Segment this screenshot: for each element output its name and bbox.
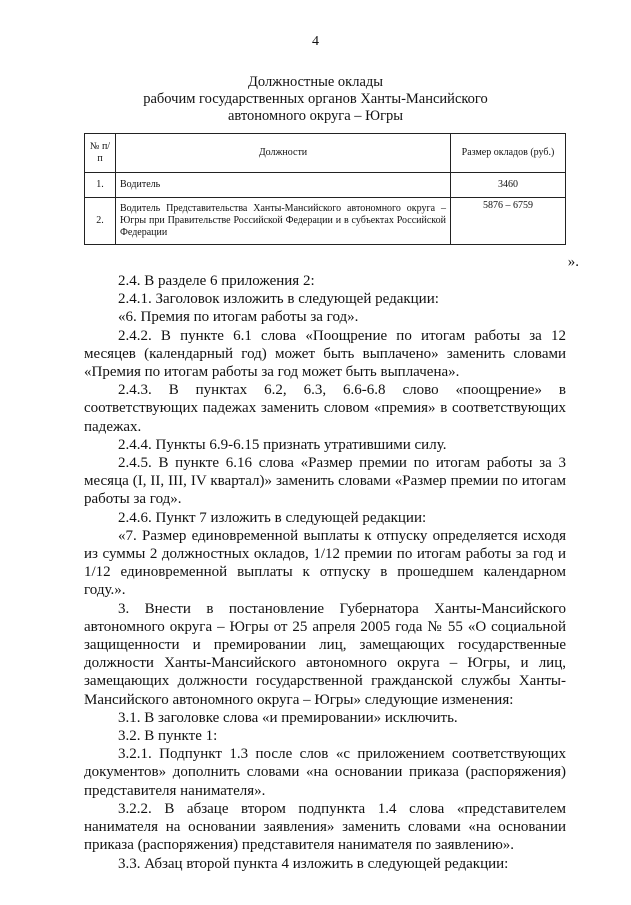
row-position: Водитель xyxy=(116,173,451,198)
header-position: Должности xyxy=(116,134,451,173)
salary-table-title xyxy=(0,74,631,125)
table-row xyxy=(85,173,566,198)
paragraph: 3.1. В заголовке слова «и премировании» исключить. xyxy=(118,709,458,726)
title-line-1: Должностные оклады xyxy=(248,74,383,90)
salary-table xyxy=(84,133,566,245)
row-position: Водитель Представительства Ханты-Мансийского автономного округа – Югры при Правительстве Российской Федерации и в субъектах Российской Федерации xyxy=(116,198,451,245)
paragraph: «7. Размер единовременной выплаты к отпуску определяется исходя из суммы 2 должностных окладов, 1/12 премии по итогам работы за год и 1/12 единовременной выплаты к отпуску в прошедшем календарном году.». xyxy=(84,527,566,599)
paragraph: 3. Внести в постановление Губернатора Ханты-Мансийского автономного округа – Югры от 25 апреля 2005 года № 55 «О социальной защищенности и премировании лиц, замещающих государственные должности Ханты-Мансийского автономного округа – Югры, и лиц, замещающих должности государственной гражданской службы Ханты-Мансийского автономного округа – Югры» следующие изменения: xyxy=(84,600,566,708)
paragraph: 2.4.4. Пункты 6.9-6.15 признать утратившими силу. xyxy=(118,436,447,453)
paragraph: 2.4.6. Пункт 7 изложить в следующей редакции: xyxy=(118,509,427,526)
header-num: № п/п xyxy=(85,134,116,173)
paragraph: 2.4.5. В пункте 6.16 слова «Размер премии по итогам работы за 3 месяца (I, II, III, IV квартал)» заменить словами «Размер премии по итогам работы за год». xyxy=(84,455,566,508)
paragraph: 3.2. В пункте 1: xyxy=(118,728,218,745)
row-salary: 3460 xyxy=(451,173,566,198)
row-salary: 5876 – 6759 xyxy=(451,198,566,245)
title-line-3: автономного округа – Югры xyxy=(227,108,404,124)
paragraph: 3.3. Абзац второй пункта 4 изложить в следующей редакции: xyxy=(118,855,509,872)
table-row xyxy=(85,198,566,245)
title-line-2: рабочим государственных органов Ханты-Мансийского xyxy=(143,91,488,107)
closing-quote: ». xyxy=(567,254,579,270)
paragraph: 2.4. В разделе 6 приложения 2: xyxy=(118,273,315,289)
paragraph: 2.4.2. В пункте 6.1 слова «Поощрение по итогам работы за 12 месяцев (календарный год) может быть выплачено» заменить словами «Премия по итогам работы за год может быть выплачена». xyxy=(84,327,566,381)
paragraph: 2.4.1. Заголовок изложить в следующей редакции: xyxy=(118,291,439,308)
row-num: 1. xyxy=(85,173,116,198)
row-num: 2. xyxy=(85,198,116,245)
paragraph: 3.2.1. Подпункт 1.3 после слов «с приложением соответствующих документов» дополнить словами «на основании приказа (распоряжения) представителя нанимателя». xyxy=(84,746,566,799)
table-header-row xyxy=(85,134,566,173)
paragraph: «6. Премия по итогам работы за год». xyxy=(118,309,359,326)
header-salary: Размер окладов (руб.) xyxy=(451,134,566,173)
document-body xyxy=(84,272,566,873)
page-number: 4 xyxy=(312,34,319,49)
paragraph: 3.2.2. В абзаце втором подпункта 1.4 слова «представителем нанимателя на основании заявления» заменить словами «на основании приказа (распоряжения) представителя нанимателя по заявлению». xyxy=(84,800,566,854)
paragraph: 2.4.3. В пунктах 6.2, 6.3, 6.6-6.8 слово «поощрение» в соответствующих падежах заменить словом «премия» в соответствующих падежах. xyxy=(84,382,566,435)
